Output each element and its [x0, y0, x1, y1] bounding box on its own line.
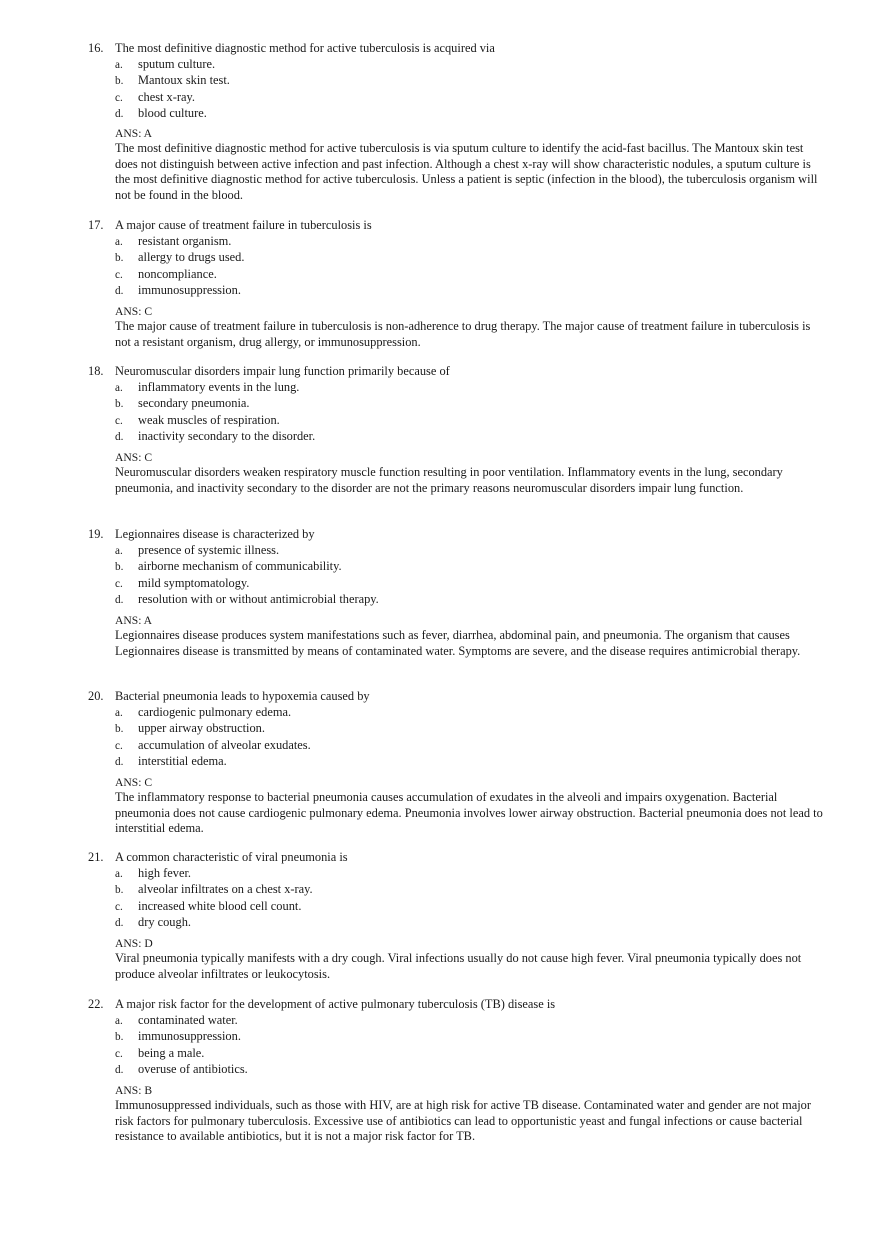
option-text: inflammatory events in the lung. [138, 379, 300, 394]
answer-key: ANS: B [115, 1084, 153, 1097]
option-letter: a. [115, 235, 123, 248]
option-letter: a. [115, 867, 123, 880]
option-a [115, 543, 379, 560]
option-letter: c. [115, 577, 123, 590]
option-a [115, 705, 311, 722]
option-b [115, 1029, 248, 1046]
option-letter: a. [115, 544, 123, 557]
option-c [115, 899, 313, 916]
option-c [115, 576, 379, 593]
option-a [115, 57, 230, 74]
option-text: resistant organism. [138, 233, 232, 248]
option-text: cardiogenic pulmonary edema. [138, 704, 292, 719]
answer-options [115, 1013, 248, 1079]
answer-options [115, 380, 315, 446]
answer-key: ANS: C [115, 305, 153, 318]
option-text: increased white blood cell count. [138, 898, 302, 913]
option-text: secondary pneumonia. [138, 396, 250, 411]
option-text: immunosuppression. [138, 1029, 241, 1044]
option-letter: c. [115, 91, 123, 104]
question-stem [88, 364, 828, 380]
option-letter: b. [115, 252, 124, 265]
option-a [115, 866, 313, 883]
option-letter: d. [115, 1064, 124, 1077]
option-letter: a. [115, 1014, 123, 1027]
option-text: high fever. [138, 865, 191, 880]
option-letter: a. [115, 58, 123, 71]
question-text: A common characteristic of viral pneumonia is [115, 850, 348, 864]
option-letter: b. [115, 1031, 124, 1044]
option-text: immunosuppression. [138, 283, 241, 298]
option-letter: d. [115, 108, 124, 121]
option-d [115, 592, 379, 609]
option-d [115, 429, 315, 446]
question-text: A major cause of treatment failure in tuberculosis is [115, 218, 372, 232]
option-letter: b. [115, 884, 124, 897]
option-text: chest x-ray. [138, 89, 195, 104]
option-letter: d. [115, 285, 124, 298]
option-text: being a male. [138, 1045, 205, 1060]
option-c [115, 738, 311, 755]
option-letter: c. [115, 739, 123, 752]
question-stem [88, 41, 828, 57]
option-text: upper airway obstruction. [138, 721, 265, 736]
option-text: presence of systemic illness. [138, 542, 280, 557]
option-text: airborne mechanism of communicability. [138, 559, 342, 574]
question-number: 18. [88, 364, 104, 378]
question-number: 19. [88, 527, 104, 541]
option-letter: b. [115, 561, 124, 574]
option-b [115, 882, 313, 899]
option-text: mild symptomatology. [138, 575, 250, 590]
option-letter: c. [115, 268, 123, 281]
option-letter: b. [115, 75, 124, 88]
question-text: A major risk factor for the development of active pulmonary tuberculosis (TB) disease is [115, 997, 556, 1011]
option-b [115, 721, 311, 738]
answer-key: ANS: C [115, 451, 153, 464]
option-text: alveolar infiltrates on a chest x-ray. [138, 882, 313, 897]
option-d [115, 106, 230, 123]
rationale: Neuromuscular disorders weaken respiratory muscle function resulting in poor ventilation. Inflammatory events in the lung, secondary pneumonia, and inactivity secondary to the disorder are not the primary reasons neuromuscular disorders impair lung function. [115, 465, 783, 495]
question-number: 16. [88, 41, 104, 55]
option-a [115, 234, 244, 251]
question-stem [88, 527, 828, 543]
option-letter: d. [115, 431, 124, 444]
question-number: 20. [88, 689, 104, 703]
option-d [115, 754, 311, 771]
option-letter: c. [115, 900, 123, 913]
option-letter: d. [115, 594, 124, 607]
answer-key: ANS: A [115, 127, 153, 140]
question-text: The most definitive diagnostic method for active tuberculosis is acquired via [115, 41, 495, 55]
option-d [115, 283, 244, 300]
option-c [115, 90, 230, 107]
option-text: noncompliance. [138, 266, 217, 281]
rationale: The inflammatory response to bacterial pneumonia causes accumulation of exudates in the alveoli and impairs oxygenation. Bacterial pneumonia does not cause cardiogenic pulmonary edema. Pneumonia involves lower airway obstruction. Bacterial pneumonia does not lead to interstitial edema. [115, 790, 823, 836]
answer-key: ANS: C [115, 776, 153, 789]
option-a [115, 1013, 248, 1030]
option-text: Mantoux skin test. [138, 73, 230, 88]
option-d [115, 1062, 248, 1079]
option-text: resolution with or without antimicrobial therapy. [138, 592, 379, 607]
option-text: allergy to drugs used. [138, 250, 245, 265]
answer-options [115, 543, 379, 609]
answer-options [115, 705, 311, 771]
question-text: Neuromuscular disorders impair lung function primarily because of [115, 364, 450, 378]
answer-key: ANS: D [115, 937, 153, 950]
rationale: Legionnaires disease produces system manifestations such as fever, diarrhea, abdominal pain, and pneumonia. The organism that causes Legionnaires disease is transmitted by means of contaminated water. Symptoms are severe, and the disease requires antimicrobial therapy. [115, 628, 801, 658]
option-b [115, 250, 244, 267]
rationale: The most definitive diagnostic method for active tuberculosis is via sputum culture to identify the acid-fast bacillus. The Mantoux skin test does not distinguish between active infection and past infection. Although a chest x-ray will show characteristic nodules, a sputum culture is the most definitive diagnostic method for active tuberculosis. Unless a patient is septic (infection in the blood), the tuberculosis organism will not be found in the blood. [115, 141, 818, 202]
rationale: Immunosuppressed individuals, such as those with HIV, are at high risk for active TB disease. Contaminated water and gender are not major risk factors for pulmonary tuberculosis. Excessive use of antibiotics can lead to opportunistic yeast and fungal infections or cause bacterial resistance to available antibiotics, but it is not a major risk factor for TB. [115, 1098, 811, 1144]
answer-options [115, 57, 230, 123]
question-stem [88, 218, 828, 234]
option-text: sputum culture. [138, 56, 216, 71]
option-letter: b. [115, 723, 124, 736]
option-b [115, 396, 315, 413]
option-c [115, 413, 315, 430]
option-text: dry cough. [138, 915, 191, 930]
option-c [115, 1046, 248, 1063]
option-c [115, 267, 244, 284]
option-a [115, 380, 315, 397]
option-letter: c. [115, 1047, 123, 1060]
option-b [115, 73, 230, 90]
answer-key: ANS: A [115, 614, 153, 627]
question-stem [88, 850, 828, 866]
question-text: Legionnaires disease is characterized by [115, 527, 315, 541]
option-text: interstitial edema. [138, 754, 227, 769]
option-letter: a. [115, 381, 123, 394]
rationale: Viral pneumonia typically manifests with a dry cough. Viral infections usually do not cause high fever. Viral pneumonia typically does not produce alveolar infiltrates or leukocytosis. [115, 951, 802, 981]
question-stem [88, 997, 828, 1013]
question-number: 21. [88, 850, 104, 864]
option-text: blood culture. [138, 106, 207, 121]
option-letter: b. [115, 398, 124, 411]
question-number: 17. [88, 218, 104, 232]
answer-options [115, 866, 313, 932]
option-text: weak muscles of respiration. [138, 412, 280, 427]
question-text: Bacterial pneumonia leads to hypoxemia caused by [115, 689, 370, 703]
answer-options [115, 234, 244, 300]
option-text: inactivity secondary to the disorder. [138, 429, 316, 444]
option-text: contaminated water. [138, 1012, 238, 1027]
question-stem [88, 689, 828, 705]
rationale: The major cause of treatment failure in tuberculosis is non-adherence to drug therapy. The major cause of treatment failure in tuberculosis is not a resistant organism, drug allergy, or immunosuppression. [115, 319, 811, 349]
option-text: overuse of antibiotics. [138, 1062, 248, 1077]
option-letter: d. [115, 756, 124, 769]
option-letter: d. [115, 917, 124, 930]
question-number: 22. [88, 997, 104, 1011]
option-d [115, 915, 313, 932]
option-b [115, 559, 379, 576]
option-text: accumulation of alveolar exudates. [138, 737, 311, 752]
option-letter: a. [115, 706, 123, 719]
option-letter: c. [115, 414, 123, 427]
